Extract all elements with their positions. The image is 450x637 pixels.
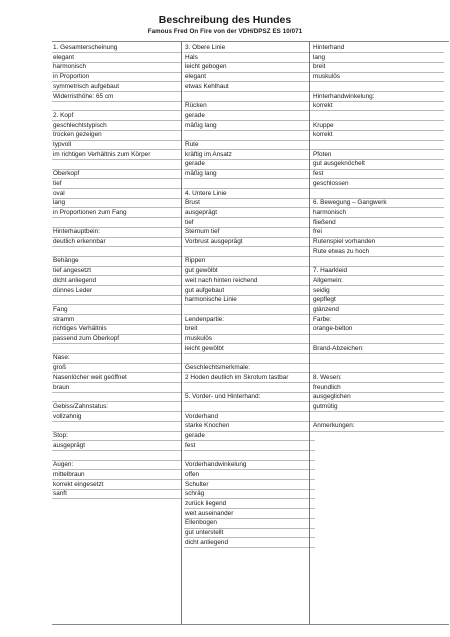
- table-line: Hinterhauptbein:: [53, 228, 100, 236]
- table-line: starke Knochen: [185, 422, 230, 430]
- table-line: mittelbraun: [53, 470, 85, 478]
- table-line: tief: [185, 218, 194, 226]
- table-line: fest: [185, 441, 196, 449]
- description-table: [52, 41, 449, 625]
- table-line: deutlich erkennbar: [53, 238, 106, 245]
- table-line: kräftig im Ansatz: [185, 150, 232, 158]
- table-line: leicht gewölbt: [185, 344, 224, 352]
- table-line: 1. Gesamterscheinung: [53, 44, 118, 51]
- table-line: Oberkopf: [53, 170, 80, 178]
- table-line: harmonisch: [313, 208, 347, 216]
- table-line: Brand-Abzeichen:: [313, 344, 364, 352]
- table-line: dicht anliegend: [53, 276, 96, 284]
- table-line: mäßig lang: [185, 121, 217, 129]
- table-line: Ellenbogen: [185, 519, 217, 527]
- table-line: Hinterhandwinkelung:: [313, 92, 375, 100]
- table-line: Rippen: [185, 257, 206, 265]
- table-line: stramm: [53, 315, 75, 323]
- document-subtitle: Famous Fred On Fire von der VDH/DPSZ ES 10/071: [147, 28, 303, 35]
- table-line: 5. Vorder- und Hinterhand:: [185, 393, 261, 401]
- table-line: Farbe:: [313, 315, 332, 323]
- table-line: Nase:: [53, 354, 70, 362]
- table-line: frei: [313, 228, 322, 236]
- table-line: passend zum Oberkopf: [53, 335, 120, 342]
- table-line: trocken gezeigen: [53, 131, 102, 139]
- table-line: weit nach hinten reichend: [185, 276, 258, 284]
- table-line: zurück liegend: [185, 499, 227, 507]
- table-line: korrekt: [313, 102, 333, 110]
- table-line: Fang: [53, 305, 68, 313]
- table-line: elegant: [185, 73, 206, 81]
- table-line: leicht gebogen: [185, 63, 227, 71]
- table-line: geschlechtstypisch: [53, 121, 107, 129]
- table-line: 4. Untere Linie: [185, 189, 227, 197]
- table-line: fest: [313, 170, 324, 178]
- table-line: 8. Wesen:: [313, 373, 342, 381]
- table-line: korrekt: [313, 131, 333, 139]
- table-line: gut unterstellt: [185, 529, 224, 536]
- table-line: Nasenlöcher weit geöffnet: [53, 373, 127, 381]
- table-line: gerade: [185, 160, 205, 168]
- table-line: vollzahnig: [53, 412, 82, 420]
- table-line: 2 Hoden deutlich im Skrotum tastbar: [185, 373, 289, 381]
- table-line: Allgemein:: [313, 276, 343, 284]
- table-line: lang: [53, 199, 66, 207]
- table-line: im richtigen Verhältnis zum Körper: [53, 150, 151, 158]
- row-rule: [184, 140, 315, 141]
- table-line: Stop:: [53, 432, 68, 439]
- table-line: schräg: [185, 490, 205, 498]
- table-line: gerade: [185, 111, 205, 119]
- table-line: Rücken: [185, 102, 207, 110]
- table-line: korrekt eingesetzt: [53, 480, 104, 488]
- table-line: offen: [185, 470, 200, 478]
- table-line: gerade: [185, 432, 205, 439]
- row-rule: [312, 62, 444, 63]
- row-rule: [52, 431, 183, 432]
- table-line: Widerristhöhe: 65 cm: [53, 92, 114, 100]
- table-line: 3. Obere Linie: [185, 44, 226, 51]
- table-line: 7. Haarkleid: [313, 267, 348, 275]
- table-line: Anmerkungen:: [313, 422, 355, 430]
- row-rule: [52, 363, 183, 364]
- table-line: geschlossen: [313, 179, 349, 187]
- table-line: harmonische Linie: [185, 296, 237, 304]
- table-line: muskulös: [185, 335, 212, 342]
- table-line: Gebiss/Zahnstatus:: [53, 402, 109, 410]
- row-rule: [52, 198, 183, 199]
- row-rule: [52, 353, 183, 354]
- table-line: mäßig lang: [185, 170, 217, 178]
- table-line: muskulös: [313, 73, 340, 81]
- column-right: [309, 42, 442, 624]
- table-line: ausgeprägt: [53, 441, 85, 449]
- table-line: in Proportionen zum Fang: [53, 208, 127, 216]
- table-line: gutmütig: [313, 402, 338, 410]
- table-line: Kruppe: [313, 121, 334, 129]
- table-line: Hinterhand: [313, 44, 345, 51]
- table-line: richtiges Verhältnis: [53, 325, 107, 333]
- table-line: lang: [313, 53, 326, 61]
- table-line: Vorderhand: [185, 412, 219, 420]
- table-line: breit: [185, 325, 198, 333]
- row-rule: [52, 392, 183, 393]
- table-line: gepflegt: [313, 296, 336, 304]
- table-line: harmonisch: [53, 63, 87, 71]
- table-line: etwas Kehlhaut: [185, 82, 229, 90]
- table-line: Behänge: [53, 257, 79, 265]
- row-rule: [52, 188, 183, 189]
- table-line: Sternum tief: [185, 228, 220, 236]
- table-line: 6. Bewegung – Gangwerk: [313, 199, 387, 207]
- table-line: seidig: [313, 286, 330, 294]
- table-line: orange-belton: [313, 325, 353, 333]
- table-line: Pfoten: [313, 150, 332, 158]
- table-line: elegant: [53, 53, 74, 61]
- table-line: gut gewölbt: [185, 267, 218, 275]
- table-line: fließend: [313, 218, 336, 226]
- row-rule: [312, 363, 444, 364]
- row-rule: [184, 450, 315, 451]
- table-line: glänzend: [313, 305, 339, 313]
- table-line: breit: [313, 63, 326, 71]
- table-line: sanft: [53, 490, 67, 498]
- table-line: typvoll: [53, 141, 72, 148]
- table-line: freundlich: [313, 383, 341, 391]
- table-line: gut ausgeknöchelt: [313, 160, 365, 168]
- table-line: in Proportion: [53, 73, 90, 81]
- table-line: oval: [53, 189, 65, 197]
- row-rule: [312, 149, 444, 150]
- table-line: Hals: [185, 53, 198, 61]
- table-line: ausgeprägt: [185, 208, 217, 216]
- table-line: braun: [53, 383, 70, 391]
- document-title: Beschreibung des Hundes: [158, 14, 292, 26]
- table-line: ausgeglichen: [313, 393, 351, 401]
- table-line: gut aufgebaut: [185, 286, 225, 294]
- table-line: Schulter: [185, 480, 209, 488]
- table-line: symmetrisch aufgebaut: [53, 82, 120, 90]
- table-line: Vorderhandwinkelung: [185, 461, 247, 469]
- table-line: Geschlechtsmerkmale:: [185, 364, 250, 372]
- column-left: [52, 42, 180, 624]
- table-line: 2. Kopf: [53, 111, 74, 119]
- table-line: tief: [53, 179, 62, 187]
- row-rule: [52, 498, 183, 499]
- table-line: Rutenspiel vorhanden: [313, 238, 376, 245]
- table-line: Brust: [185, 199, 200, 207]
- column-middle: [181, 42, 310, 624]
- table-line: groß: [53, 364, 67, 372]
- table-line: Augen:: [53, 461, 74, 469]
- table-line: dünnes Leder: [53, 286, 93, 294]
- table-line: dicht anliegend: [185, 538, 228, 546]
- table-line: Rute: [185, 141, 199, 148]
- table-line: Rute etwas zu hoch: [313, 247, 370, 255]
- table-line: weit auseinander: [185, 509, 234, 517]
- table-line: Vorbrust ausgeprägt: [185, 238, 243, 245]
- table-line: tief angesetzt: [53, 267, 92, 275]
- table-line: Lendenpartie:: [185, 315, 225, 323]
- row-rule: [52, 304, 183, 305]
